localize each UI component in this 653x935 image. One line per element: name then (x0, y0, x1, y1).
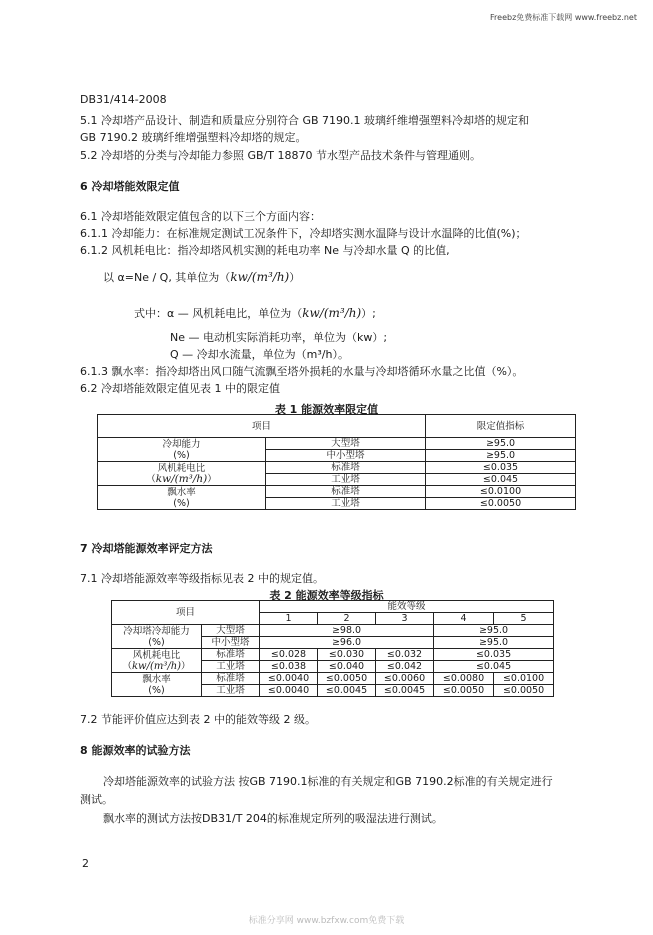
table1-header-limit: 限定值指标 (426, 415, 576, 438)
table2-grade-3: 3 (376, 613, 434, 625)
table-cell: ≥96.0 (260, 637, 434, 649)
table1-caption: 表 1 能源效率限定值 (274, 403, 379, 416)
table2-grade-5: 5 (494, 613, 554, 625)
table2-fan-ratio-label (112, 649, 202, 673)
section-8-heading: 8 能源效率的试验方法 (80, 744, 191, 757)
table-cell: ≤0.038 (260, 661, 318, 673)
table-cell: ≤0.0050 (494, 685, 554, 697)
watermark-top: Freebz免费标准下载网 www.freebz.net (490, 13, 637, 22)
where-alpha-unit: kw/(m³/h) (302, 306, 362, 320)
clause-6-1-1: 6.1.1 冷却能力：在标准规定测试工况条件下，冷却塔实测水温降与设计水温降的比值(%)； (80, 227, 527, 240)
table-row (112, 625, 554, 637)
table-row (98, 415, 576, 438)
label-line: (%) (148, 684, 165, 696)
label-line: 风机耗电比 (132, 649, 181, 661)
clause-6-1: 6.1 冷却塔能效限定值包含的以下三个方面内容： (80, 210, 321, 223)
table2-drift-label (112, 673, 202, 697)
table-cell: ≤0.0080 (434, 673, 494, 685)
table-cell: ≤0.0040 (260, 673, 318, 685)
table-cell: ≤0.045 (426, 474, 576, 486)
table2-grade-1: 1 (260, 613, 318, 625)
clause-5-2: 5.2 冷却塔的分类与冷却能力参照 GB/T 18870 节水型产品技术条件与管理通则。 (80, 149, 481, 162)
clause-5-1-line2: GB 7190.2 玻璃纤维增强塑料冷却塔的规定。 (80, 131, 307, 144)
table-cell: 标准塔 (266, 462, 426, 474)
label-line: 飘水率 (167, 486, 196, 498)
table-cell: 标准塔 (202, 673, 260, 685)
section-7-heading: 7 冷却塔能源效率评定方法 (80, 542, 213, 555)
table2-caption: 表 2 能源效率等级指标 (269, 589, 384, 602)
table-cell: ≤0.040 (318, 661, 376, 673)
unit-text: kw/(m³/h) (131, 660, 182, 672)
table-cell: ≤0.035 (426, 462, 576, 474)
clause-7-2: 7.2 节能评价值应达到表 2 中的能效等级 2 级。 (80, 713, 316, 726)
table-cell: 标准塔 (202, 649, 260, 661)
table-cell: 中小型塔 (266, 450, 426, 462)
clause-7-1: 7.1 冷却塔能源效率等级指标见表 2 中的规定值。 (80, 572, 324, 585)
label-line: （kw/(m³/h)） (122, 660, 191, 672)
table-cell: ≤0.0060 (376, 673, 434, 685)
table-cell: ≥95.0 (426, 450, 576, 462)
table-cell: ≤0.0050 (426, 498, 576, 510)
table-row (98, 486, 576, 498)
table-cell: ≤0.035 (434, 649, 554, 661)
section-8-paragraph1-line1: 冷却塔能源效率的试验方法 按GB 7190.1标准的有关规定和GB 7190.2标准的有关规定进行 (103, 775, 553, 788)
table2-header-item: 项目 (112, 601, 260, 625)
watermark-bottom: 标准分享网 www.bzfxw.com免费下载 (248, 916, 405, 926)
label-line: 冷却能力 (162, 438, 201, 450)
table-cell: 标准塔 (266, 486, 426, 498)
table1-cooling-capacity-label (98, 438, 266, 462)
where-alpha-text: 式中：α — 风机耗电比，单位为（ (134, 307, 303, 320)
table-cell: ≤0.0100 (494, 673, 554, 685)
formula-line (103, 270, 300, 285)
table-cell: ≥98.0 (260, 625, 434, 637)
table-cell: ≤0.045 (434, 661, 554, 673)
clause-6-1-2: 6.1.2 风机耗电比：指冷却塔风机实测的耗电功率 Ne 与冷却水量 Q 的比值, (80, 244, 450, 257)
table-cell: ≤0.0050 (434, 685, 494, 697)
table-2-efficiency-grades (111, 600, 554, 697)
table-cell: ≤0.0050 (318, 673, 376, 685)
clause-6-1-3: 6.1.3 飘水率：指冷却塔出风口随气流飘至塔外损耗的水量与冷却塔循环水量之比值（%）。 (80, 365, 524, 378)
label-line: 风机耗电比 (157, 462, 206, 474)
table-cell: ≥95.0 (434, 625, 554, 637)
table-cell: ≤0.0100 (426, 486, 576, 498)
table2-grade-4: 4 (434, 613, 494, 625)
table1-fan-ratio-label (98, 462, 266, 486)
table-cell: ≤0.0045 (376, 685, 434, 697)
where-alpha-line (134, 306, 376, 321)
label-line: （kw/(m³/h)） (146, 472, 217, 485)
table-cell: 工业塔 (266, 474, 426, 486)
table-cell: 大型塔 (202, 625, 260, 637)
table-cell: ≥95.0 (434, 637, 554, 649)
unit-text: kw/(m³/h) (155, 472, 208, 485)
table-cell: ≤0.0045 (318, 685, 376, 697)
table-row (112, 649, 554, 661)
formula-unit: kw/(m³/h) (230, 270, 290, 284)
table-cell: ≤0.0040 (260, 685, 318, 697)
where-ne-line: Ne — 电动机实际消耗功率，单位为（kw）; (170, 331, 388, 344)
table2-cooling-capacity-label (112, 625, 202, 649)
table1-drift-label (98, 486, 266, 510)
table-1-efficiency-limits (97, 414, 576, 510)
label-line: (%) (148, 636, 165, 648)
table-row (112, 601, 554, 613)
table-cell: ≤0.032 (376, 649, 434, 661)
table-cell: 工业塔 (202, 661, 260, 673)
clause-6-2: 6.2 冷却塔能效限定值见表 1 中的限定值 (80, 382, 280, 395)
where-q-line: Q — 冷却水流量，单位为（m³/h）。 (170, 348, 349, 361)
table-cell: 大型塔 (266, 438, 426, 450)
label-line: (%) (173, 449, 190, 461)
document-id: DB31/414-2008 (80, 93, 167, 106)
table-row (112, 673, 554, 685)
label-line: 飘水率 (142, 673, 171, 685)
table2-header-grade: 能效等级 (260, 601, 554, 613)
table1-header-item: 项目 (98, 415, 426, 438)
label-line: (%) (173, 497, 190, 509)
table-cell: ≥95.0 (426, 438, 576, 450)
section-8-paragraph2: 飘水率的测试方法按DB31/T 204的标准规定所列的吸湿法进行测试。 (103, 812, 443, 825)
table-cell: 工业塔 (266, 498, 426, 510)
table-cell: 中小型塔 (202, 637, 260, 649)
table-cell: 工业塔 (202, 685, 260, 697)
where-alpha-suffix: ）; (361, 307, 376, 320)
table-row (98, 462, 576, 474)
table-cell: ≤0.042 (376, 661, 434, 673)
clause-5-1-line1: 5.1 冷却塔产品设计、制造和质量应分别符合 GB 7190.1 玻璃纤维增强塑料冷却塔的规定和 (80, 114, 530, 127)
table2-grade-2: 2 (318, 613, 376, 625)
table-row (98, 438, 576, 450)
formula-prefix: 以 α=Ne / Q, 其单位为（ (103, 271, 231, 284)
section-6-heading: 6 冷却塔能效限定值 (80, 180, 180, 193)
table-cell: ≤0.030 (318, 649, 376, 661)
table-cell: ≤0.028 (260, 649, 318, 661)
label-line: 冷却塔冷却能力 (123, 625, 190, 637)
formula-suffix: ） (289, 271, 301, 284)
page-number: 2 (82, 857, 89, 870)
section-8-paragraph1-line2: 测试。 (80, 793, 113, 806)
